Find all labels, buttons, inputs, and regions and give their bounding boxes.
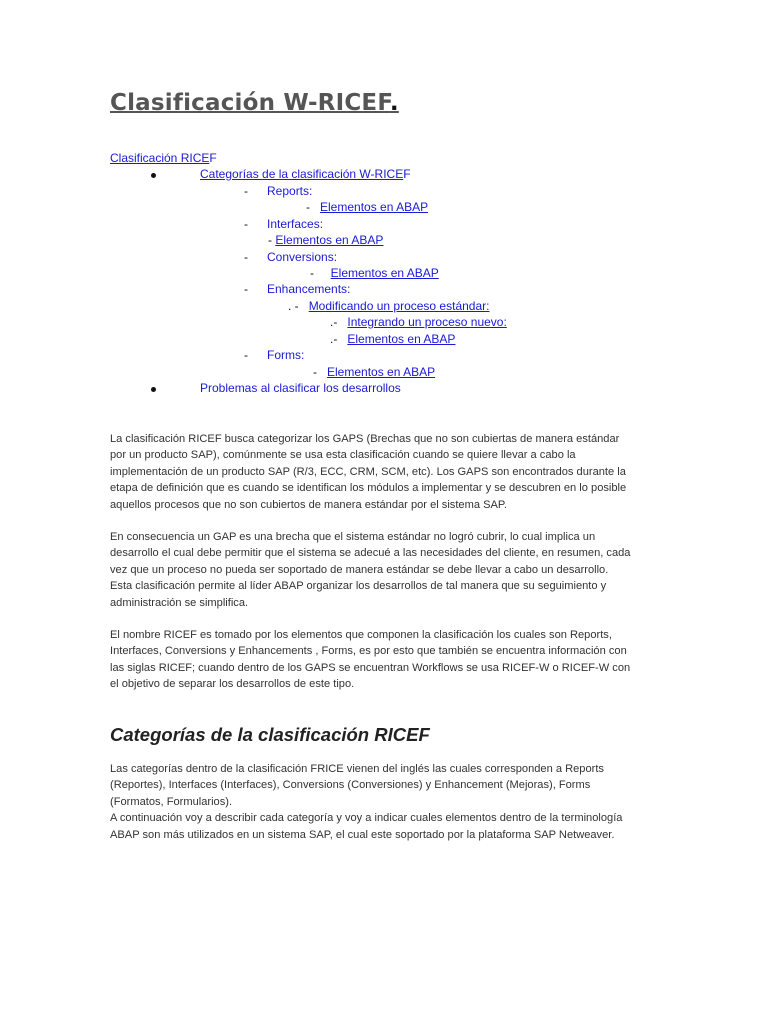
paragraph-line: Las categorías dentro de la clasificación FRICE vienen del inglés las cuales corresponden a Reports xyxy=(110,763,604,775)
toc-reports xyxy=(267,184,312,199)
toc-interfaces xyxy=(267,217,323,232)
paragraph-line: Interfaces, Conversions y Enhancements , Forms, es por esto que también se encuentra información con xyxy=(110,645,627,658)
paragraph-intro xyxy=(110,431,659,513)
toc-enh-sub-1[interactable] xyxy=(288,299,489,314)
bullet-icon xyxy=(151,387,156,392)
toc-enhancements xyxy=(267,282,350,297)
paragraph-line: ABAP son más utilizados en un sistema SAP, el cual este soportado por la plataforma SAP Netweaver. xyxy=(110,828,615,841)
toc-forms-label: Forms: xyxy=(267,348,305,362)
paragraph-line: La clasificación RICEF busca categorizar los GAPS (Brechas que no son cubiertas de manera estándar xyxy=(110,433,620,445)
paragraph-categorias xyxy=(110,761,659,843)
paragraph-line: vez que un proceso no pueda ser soportado de manera estándar se debe llevar a cabo un desarrollo. xyxy=(110,563,609,576)
paragraph-nombre xyxy=(110,627,659,693)
toc-conversions xyxy=(267,250,337,265)
paragraph-gap xyxy=(110,529,659,611)
dash-marker: - xyxy=(268,233,272,247)
toc-problemas-label[interactable]: Problemas al clasificar los desarrollos xyxy=(200,381,401,395)
paragraph-line: Esta clasificación permite al líder ABAP organizar los desarrollos de tal manera que su seguimiento y xyxy=(110,580,607,593)
page-title xyxy=(110,90,399,116)
paragraph-line: (Formatos, Formularios). xyxy=(110,795,233,808)
toc-root-link[interactable]: Clasificación RICE xyxy=(110,151,210,165)
paragraph-line: el objetivo de separar los desarrollos de este tipo. xyxy=(110,678,355,691)
paragraph-line: por un producto SAP), comúnmente se usa esta clasificación cuando se quiere llevar a cabo la xyxy=(110,449,576,462)
dash-marker: - xyxy=(244,348,248,362)
toc-forms-sub[interactable] xyxy=(313,365,435,380)
paragraph-line: (Reportes), Interfaces (Interfaces), Conversions (Conversiones) y Enhancement (Mejoras), Forms xyxy=(110,779,591,792)
toc-enhancements-label: Enhancements: xyxy=(267,282,351,296)
toc-enh-sub-3-link[interactable]: Elementos en ABAP xyxy=(347,332,456,346)
paragraph-line: El nombre RICEF es tomado por los elementos que componen la clasificación los cuales son Reports, xyxy=(110,629,612,641)
toc-enh-sub-2[interactable] xyxy=(330,315,507,330)
paragraph-line: las siglas RICEF; cuando dentro de los GAPS se encuentran Workflows se usa RICEF-W o RICEF-W con xyxy=(110,661,631,674)
title-text: Clasificación W-RICEF xyxy=(110,90,390,116)
toc-reports-label: Reports: xyxy=(267,184,313,198)
toc-interfaces-label: Interfaces: xyxy=(267,217,324,231)
toc-root[interactable] xyxy=(110,151,217,166)
toc-enh-prefix: .- xyxy=(330,315,338,329)
toc-conversions-sub-link[interactable]: Elementos en ABAP xyxy=(330,266,439,280)
paragraph-line: desarrollo el cual debe permitir que el sistema se adecué a las necesidades del cliente, en resumen, cada xyxy=(110,547,631,560)
dash-marker: - xyxy=(306,200,310,214)
dash-marker: - xyxy=(244,184,248,198)
toc-interfaces-sub[interactable] xyxy=(268,233,383,248)
dash-marker: - xyxy=(244,282,248,296)
toc-forms xyxy=(267,348,304,363)
toc-enh-prefix: . - xyxy=(288,299,299,313)
toc-interfaces-sub-link[interactable]: Elementos en ABAP xyxy=(275,233,384,247)
toc-categorias[interactable] xyxy=(200,167,411,182)
toc-reports-sub-link[interactable]: Elementos en ABAP xyxy=(320,200,429,214)
paragraph-line: implementación de un producto SAP (R/3, ECC, CRM, SCM, etc). Los GAPS son encontrados durante la xyxy=(110,465,626,478)
paragraph-line: A continuación voy a describir cada categoría y voy a indicar cuales elementos dentro de la terminología xyxy=(110,812,623,825)
title-dot: . xyxy=(389,90,399,116)
dash-marker: - xyxy=(313,365,317,379)
toc-reports-sub[interactable] xyxy=(306,200,428,215)
toc-forms-sub-link[interactable]: Elementos en ABAP xyxy=(327,365,436,379)
dash-marker: - xyxy=(310,266,314,280)
paragraph-line: etapa de definición que es cuando se identifican los módulos a implementar y se descubren en lo posible xyxy=(110,482,627,495)
paragraph-line: aquellos procesos que no son cubiertos de manera estándar por el sistema SAP. xyxy=(110,498,507,511)
toc-conversions-sub[interactable] xyxy=(310,266,439,281)
toc-problemas[interactable] xyxy=(200,381,401,396)
toc-enh-prefix: .- xyxy=(330,332,338,346)
toc-categorias-tail: F xyxy=(403,167,411,181)
bullet-icon xyxy=(151,173,156,178)
toc-enh-sub-2-link[interactable]: Integrando un proceso nuevo: xyxy=(347,315,507,329)
toc-root-tail: F xyxy=(209,151,217,165)
paragraph-line: administración se simplifica. xyxy=(110,596,249,609)
toc-categorias-link[interactable]: Categorías de la clasificación W-RICE xyxy=(200,167,404,181)
toc-enh-sub-3[interactable] xyxy=(330,332,455,347)
section-heading: Categorías de la clasificación RICEF xyxy=(110,724,430,745)
dash-marker: - xyxy=(244,217,248,231)
paragraph-line: En consecuencia un GAP es una brecha que el sistema estándar no logró cubrir, lo cual implica un xyxy=(110,531,596,543)
toc-enh-sub-1-link[interactable]: Modificando un proceso estándar: xyxy=(308,299,490,313)
dash-marker: - xyxy=(244,250,248,264)
toc-conversions-label: Conversions: xyxy=(267,250,338,264)
